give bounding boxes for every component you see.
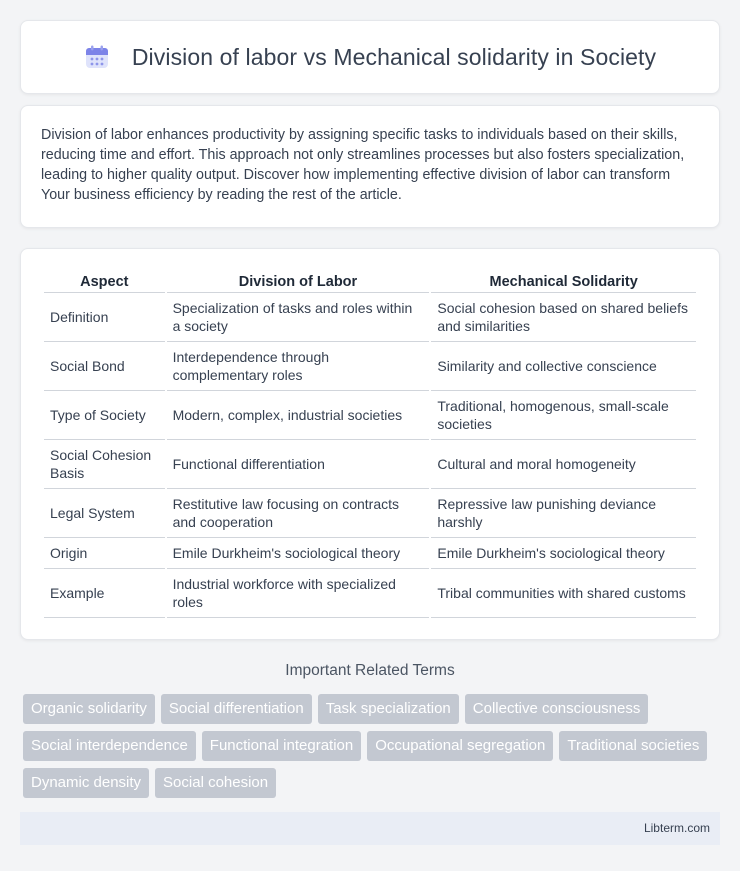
table-row <box>44 440 696 489</box>
related-term-tag[interactable]: Functional integration <box>202 731 361 761</box>
column-header-aspect: Aspect <box>44 270 165 293</box>
comparison-table-card <box>20 248 720 640</box>
column-header-mechanical-solidarity: Mechanical Solidarity <box>431 270 696 293</box>
table-cell-aspect: Origin <box>44 538 165 569</box>
header-card <box>20 20 720 94</box>
table-cell-aspect: Definition <box>44 293 165 342</box>
table-cell: Emile Durkheim's sociological theory <box>431 538 696 569</box>
table-cell: Social cohesion based on shared beliefs and similarities <box>431 293 696 342</box>
related-term-tag[interactable]: Task specialization <box>318 694 459 724</box>
comparison-table <box>42 270 698 618</box>
footer <box>20 812 720 845</box>
table-header-row <box>44 270 696 293</box>
related-term-tag[interactable]: Dynamic density <box>23 768 149 798</box>
footer-site-link[interactable]: Libterm.com <box>643 821 710 835</box>
page-title: Division of labor vs Mechanical solidarity in Society <box>131 43 657 70</box>
table-row <box>44 293 696 342</box>
table-cell-aspect: Social Cohesion Basis <box>44 440 165 489</box>
table-cell: Interdependence through complementary roles <box>167 342 430 391</box>
column-header-division-of-labor: Division of Labor <box>167 270 430 293</box>
related-terms-list <box>20 694 720 798</box>
table-cell: Tribal communities with shared customs <box>431 569 696 618</box>
related-term-tag[interactable]: Social differentiation <box>161 694 312 724</box>
related-term-tag[interactable]: Social cohesion <box>155 768 276 798</box>
table-cell: Functional differentiation <box>167 440 430 489</box>
table-cell: Specialization of tasks and roles within a society <box>167 293 430 342</box>
table-cell: Repressive law punishing deviance harshly <box>431 489 696 538</box>
table-cell: Emile Durkheim's sociological theory <box>167 538 430 569</box>
table-cell: Cultural and moral homogeneity <box>431 440 696 489</box>
calendar-icon <box>84 44 110 70</box>
related-term-tag[interactable]: Social interdependence <box>23 731 196 761</box>
related-term-tag[interactable]: Organic solidarity <box>23 694 155 724</box>
table-cell-aspect: Example <box>44 569 165 618</box>
related-term-tag[interactable]: Collective consciousness <box>465 694 649 724</box>
intro-card <box>20 105 720 228</box>
table-cell: Traditional, homogenous, small-scale societies <box>431 391 696 440</box>
related-terms-title: Important Related Terms <box>285 662 455 679</box>
table-row <box>44 391 696 440</box>
table-cell: Industrial workforce with specialized roles <box>167 569 430 618</box>
table-cell-aspect: Legal System <box>44 489 165 538</box>
table-cell-aspect: Type of Society <box>44 391 165 440</box>
table-row <box>44 569 696 618</box>
intro-text: Division of labor enhances productivity by assigning specific tasks to individuals based on their skills, reducing time and effort. This approach not only streamlines processes but also fosters specialization, leading to higher quality output. Discover how implementing effective division of labor can transform Your business efficiency by reading the rest of the article. <box>41 127 685 203</box>
table-row <box>44 342 696 391</box>
related-term-tag[interactable]: Occupational segregation <box>367 731 553 761</box>
table-row <box>44 538 696 569</box>
table-row <box>44 489 696 538</box>
table-cell: Restitutive law focusing on contracts and cooperation <box>167 489 430 538</box>
table-cell: Modern, complex, industrial societies <box>167 391 430 440</box>
table-cell: Similarity and collective conscience <box>431 342 696 391</box>
table-cell-aspect: Social Bond <box>44 342 165 391</box>
related-term-tag[interactable]: Traditional societies <box>559 731 707 761</box>
